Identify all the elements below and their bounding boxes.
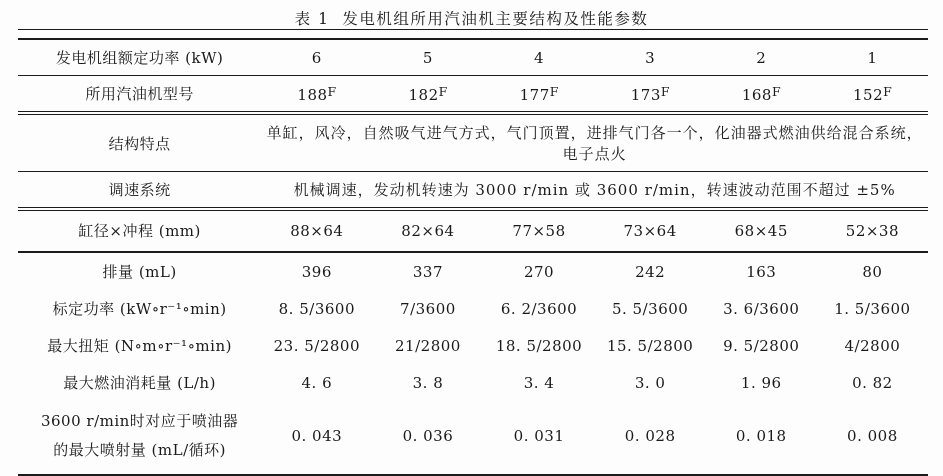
table-row-bore-stroke bbox=[18, 209, 928, 252]
model-suffix: F bbox=[660, 83, 670, 99]
row-label-max-torque: 最大扭矩 (N∘m∘r⁻¹∘min) bbox=[47, 337, 232, 355]
model-number: 182 bbox=[408, 85, 439, 104]
cell-structure-features: 单缸，风冷，自然吸气进气方式，气门顶置，进排气门各一个，化油器式燃油供给混合系统，电子点火 bbox=[261, 113, 928, 172]
cell-rated-power: 6. 2/3600 bbox=[500, 299, 578, 318]
cell-rated-power: 5. 5/3600 bbox=[611, 299, 689, 318]
cell-max-fuel-consumption: 0. 82 bbox=[852, 373, 893, 392]
cell-bore-stroke: 73×64 bbox=[595, 209, 706, 252]
cell-max-injection-volume: 0. 018 bbox=[735, 427, 787, 446]
table-row-max-fuel-consumption bbox=[18, 364, 928, 401]
cell-max-torque: 4/2800 bbox=[844, 336, 901, 355]
cell-bore-stroke: 88×64 bbox=[261, 209, 372, 252]
cell-speed-governing: 机械调速，发动机转速为 3000 r/min 或 3600 r/min，转速波动范围不超过 ±5% bbox=[261, 172, 928, 210]
cell-displacement: 80 bbox=[862, 262, 883, 281]
model-number: 152 bbox=[852, 85, 884, 104]
cell-max-fuel-consumption: 3. 4 bbox=[523, 373, 555, 392]
cell-engine-model bbox=[595, 76, 706, 114]
cell-max-fuel-consumption: 1. 96 bbox=[740, 373, 782, 392]
cell-rated-power: 1. 5/3600 bbox=[834, 299, 911, 318]
cell-rated-kw: 1 bbox=[817, 39, 928, 76]
cell-engine-model bbox=[706, 76, 817, 114]
row-label-max-fuel-consumption: 最大燃油消耗量 (L/h) bbox=[63, 374, 216, 392]
cell-rated-kw: 6 bbox=[261, 39, 372, 76]
row-label-engine-model: 所用汽油机型号 bbox=[18, 76, 261, 114]
cell-max-torque: 21/2800 bbox=[395, 336, 461, 355]
table-row-generator-rated-power bbox=[18, 39, 928, 76]
cell-max-fuel-consumption: 4. 6 bbox=[301, 373, 333, 392]
cell-bore-stroke: 77×58 bbox=[483, 209, 594, 252]
table-row-displacement bbox=[18, 252, 928, 290]
cell-max-injection-volume: 0. 008 bbox=[847, 427, 898, 446]
model-suffix: F bbox=[771, 83, 781, 99]
cell-max-fuel-consumption: 3. 0 bbox=[634, 373, 666, 392]
cell-engine-model bbox=[372, 76, 483, 114]
cell-rated-kw: 3 bbox=[595, 39, 706, 76]
table-row-max-injection-volume bbox=[18, 401, 928, 475]
cell-max-injection-volume: 0. 031 bbox=[513, 427, 565, 446]
model-suffix: F bbox=[549, 83, 559, 99]
cell-max-fuel-consumption: 3. 8 bbox=[412, 373, 444, 392]
row-label-bore-stroke: 缸径×冲程 (mm) bbox=[18, 209, 261, 252]
table-title: 表 1 发电机组所用汽油机主要结构及性能参数 bbox=[294, 10, 649, 28]
cell-bore-stroke: 82×64 bbox=[372, 209, 483, 252]
cell-rated-kw: 2 bbox=[706, 39, 817, 76]
model-number: 173 bbox=[630, 85, 661, 104]
row-label-generator-rated-power: 发电机组额定功率 (kW) bbox=[18, 39, 261, 76]
cell-bore-stroke: 52×38 bbox=[817, 209, 928, 252]
cell-rated-kw: 5 bbox=[372, 39, 483, 76]
row-label-max-injection-volume bbox=[18, 401, 261, 475]
cell-engine-model bbox=[483, 76, 594, 114]
cell-rated-power: 7/3600 bbox=[400, 299, 456, 318]
row-label-line-2: 的最大喷射量 (mL/循环) bbox=[53, 441, 226, 460]
cell-displacement: 337 bbox=[412, 262, 443, 281]
cell-displacement: 163 bbox=[746, 262, 777, 281]
table-row-rated-power bbox=[18, 290, 928, 327]
model-suffix: F bbox=[327, 83, 337, 99]
cell-max-torque: 15. 5/2800 bbox=[606, 336, 694, 355]
cell-max-injection-volume: 0. 043 bbox=[291, 427, 343, 446]
row-label-speed-governing: 调速系统 bbox=[18, 172, 261, 210]
table-wrap bbox=[18, 29, 928, 476]
cell-displacement: 396 bbox=[301, 262, 332, 281]
row-label-line-1: 3600 r/min时对应于喷油器 bbox=[40, 412, 239, 430]
row-label-displacement: 排量 (mL) bbox=[102, 263, 177, 281]
table-row-engine-model bbox=[18, 76, 928, 114]
cell-engine-model bbox=[261, 76, 372, 114]
table-row-speed-governing bbox=[18, 172, 928, 210]
cell-max-injection-volume: 0. 036 bbox=[402, 427, 454, 446]
model-suffix: F bbox=[883, 83, 892, 99]
cell-max-torque: 18. 5/2800 bbox=[495, 336, 583, 355]
model-number: 188 bbox=[297, 85, 328, 104]
cell-max-injection-volume: 0. 028 bbox=[624, 427, 676, 446]
table-row-structure-features bbox=[18, 113, 928, 172]
cell-bore-stroke: 68×45 bbox=[706, 209, 817, 252]
cell-max-torque: 23. 5/2800 bbox=[273, 336, 361, 355]
engine-parameters-table bbox=[18, 38, 928, 476]
table-row-max-torque bbox=[18, 327, 928, 364]
model-number: 168 bbox=[741, 85, 772, 104]
row-label-structure-features: 结构特点 bbox=[18, 113, 261, 172]
cell-rated-power: 8. 5/3600 bbox=[278, 299, 355, 318]
cell-engine-model bbox=[817, 76, 928, 114]
cell-max-torque: 9. 5/2800 bbox=[723, 336, 800, 355]
cell-rated-kw: 4 bbox=[483, 39, 594, 76]
model-number: 177 bbox=[519, 85, 550, 104]
cell-displacement: 242 bbox=[635, 262, 666, 281]
model-suffix: F bbox=[438, 83, 448, 99]
cell-displacement: 270 bbox=[523, 262, 555, 281]
cell-rated-power: 3. 6/3600 bbox=[723, 299, 800, 318]
row-label-rated-power: 标定功率 (kW∘r⁻¹∘min) bbox=[52, 300, 227, 318]
